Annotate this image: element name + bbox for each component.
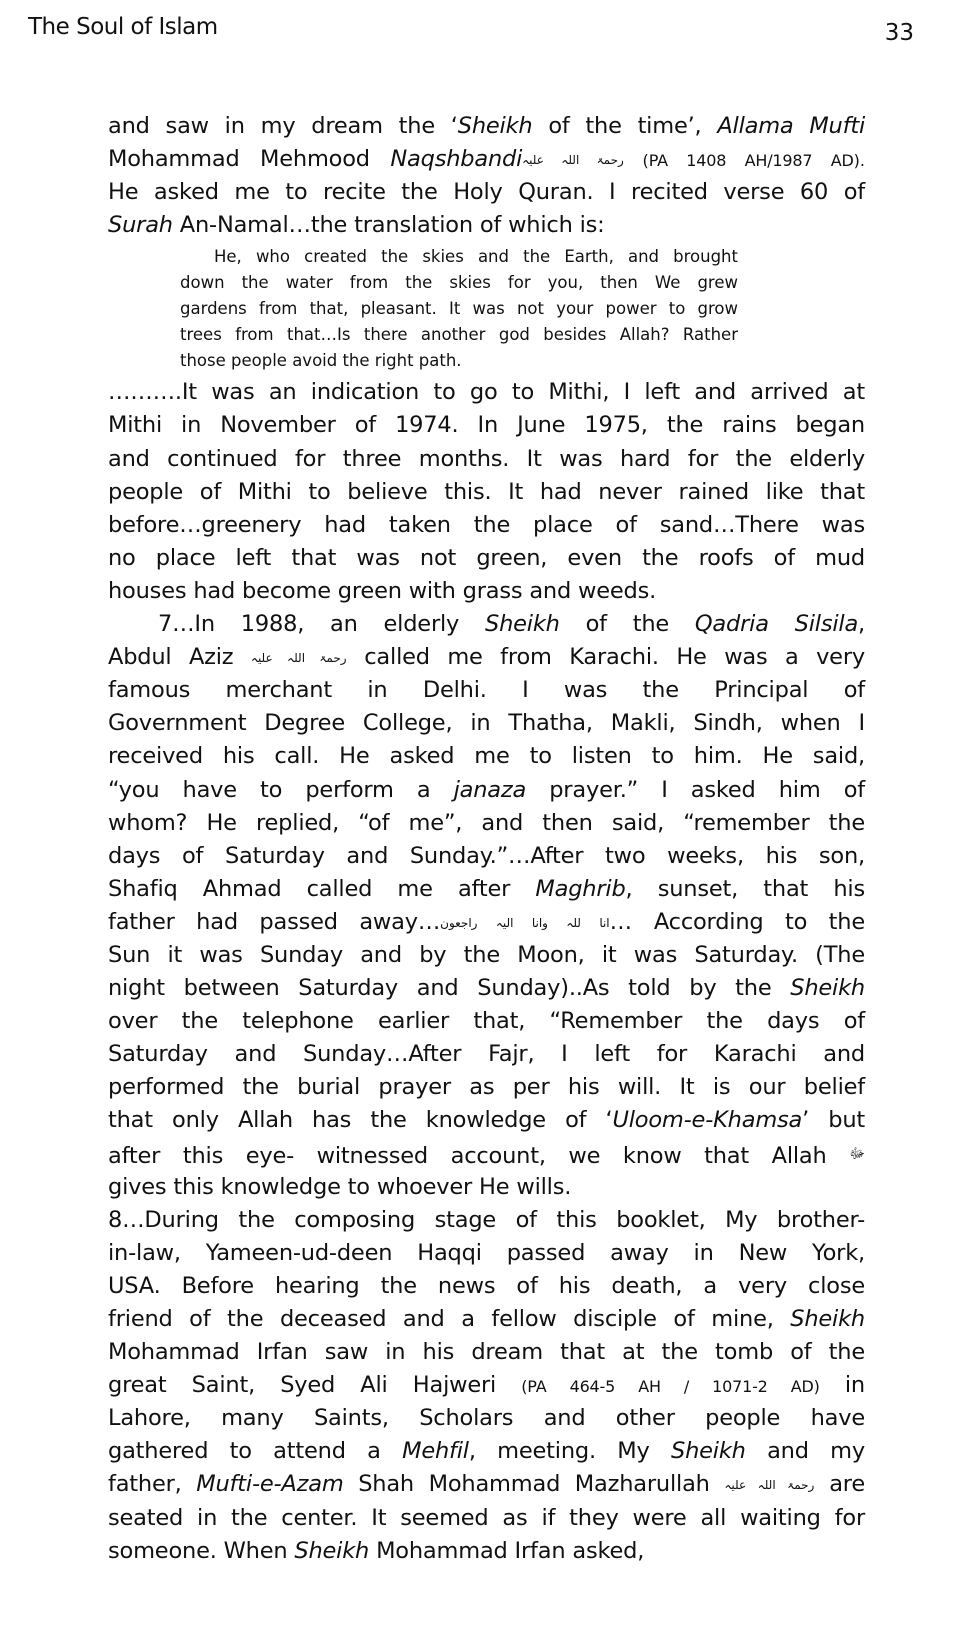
paragraph [108, 110, 865, 242]
italic-term: janaza [453, 776, 527, 803]
text-run: of the time’, [532, 113, 718, 139]
text-line: Lahore, many Saints, Scholars and other people have [108, 1405, 865, 1432]
italic-term: Mufti-e-Azam [196, 1471, 344, 1498]
text-run: , meeting. My [468, 1438, 671, 1465]
text-line [108, 972, 865, 1005]
text-run: called me from Karachi. He was a very [346, 644, 865, 671]
text-line [108, 906, 865, 939]
text-run: , sunset, that his [625, 875, 866, 902]
text-run: of the [559, 611, 695, 638]
text-line [108, 110, 865, 143]
text-run: father had passed away… [108, 908, 441, 935]
text-line [108, 143, 865, 176]
text-run: ’ but [802, 1107, 866, 1134]
paragraph [108, 608, 865, 1204]
text-run: friend of the deceased and a fellow disciple of mine, [108, 1306, 791, 1332]
text-run: in [819, 1372, 865, 1399]
quote-line: gardens from that, pleasant. It was not your power to grow [180, 299, 738, 319]
text-line: houses had become green with grass and weeds. [108, 577, 657, 604]
text-line [108, 1138, 865, 1171]
text-line: Government Degree College, in Thatha, Makli, Sindh, when I [108, 710, 865, 737]
text-run: someone. When [108, 1537, 295, 1564]
quote-line: down the water from the skies for you, then We grew [180, 273, 738, 293]
text-line: performed the burial prayer as per his will. It is our belief [108, 1074, 865, 1101]
text-run: father, [108, 1471, 197, 1498]
arabic-honorific: رحمۃ اللہ علیہ [724, 1478, 815, 1493]
text-run: and my [745, 1438, 865, 1465]
running-title: The Soul of Islam [28, 14, 218, 40]
text-line [108, 1535, 865, 1568]
text-line: ……….It was an indication to go to Mithi, I left and arrived at [108, 379, 865, 406]
text-line [108, 1435, 865, 1468]
text-line [108, 641, 865, 674]
text-run: Shafiq Ahmad called me after [108, 875, 536, 902]
text-line [108, 1104, 865, 1137]
text-line [108, 209, 865, 242]
text-line [108, 774, 865, 807]
page-body [108, 110, 865, 1568]
text-line: over the telephone earlier that, “Remember the days of [108, 1008, 865, 1035]
italic-term: Sheikh [457, 113, 533, 139]
text-run: “you have to perform a [108, 776, 454, 803]
text-line [108, 608, 865, 641]
text-line: Mithi in November of 1974. In June 1975, the rains began [108, 412, 865, 439]
text-line: people of Mithi to believe this. It had never rained like that [108, 478, 865, 505]
text-line: gives this knowledge to whoever He wills. [108, 1173, 572, 1200]
text-run: are [814, 1471, 865, 1498]
italic-term: Sheikh [485, 611, 560, 638]
italic-term: Uloom-e-Khamsa [612, 1107, 803, 1134]
text-line: whom? He replied, “of me”, and then said, “remember the [108, 809, 865, 836]
text-line: Sun it was Sunday and by the Moon, it was Saturday. (The [108, 941, 865, 968]
text-run: and saw in my dream the ‘ [108, 113, 458, 139]
italic-term: Sheikh [790, 975, 865, 1002]
text-line: before…greenery had taken the place of sand…There was [108, 511, 865, 538]
text-run: , [858, 611, 865, 638]
italic-term: Mehfil [402, 1438, 469, 1465]
text-line [108, 1468, 865, 1501]
text-line: received his call. He asked me to listen to him. He said, [108, 743, 865, 770]
text-run: Abdul Aziz [108, 644, 251, 671]
italic-term: Allama Mufti [717, 113, 866, 139]
text-run: 7…In 1988, an elderly [158, 611, 486, 638]
text-run: … According to the [609, 908, 865, 935]
text-run: Mohammad Mehmood [108, 146, 391, 173]
text-line: no place left that was not green, even the roofs of mud [108, 544, 865, 571]
text-line: Mohammad Irfan saw in his dream that at the tomb of the [108, 1339, 865, 1366]
text-run: great Saint, Syed Ali Hajweri [108, 1372, 522, 1399]
text-line [108, 1303, 865, 1336]
quote-line: trees from that…Is there another god besides Allah? Rather [180, 325, 738, 345]
text-line: days of Saturday and Sunday.”…After two weeks, his son, [108, 842, 865, 869]
italic-term: Sheikh [670, 1438, 746, 1465]
jalla-jalaluhu-icon: ﷻ [849, 1145, 865, 1162]
arabic-phrase: انا للہ وانا الیہ راجعون [440, 915, 610, 930]
text-run: An-Namal…the translation of which is: [172, 212, 605, 239]
date-note: (PA 464-5 AH / 1071-2 AD) [521, 1377, 820, 1397]
paragraph [108, 1204, 865, 1568]
paragraph [108, 376, 865, 608]
italic-term: Maghrib [535, 875, 626, 902]
text-line [108, 1369, 865, 1402]
italic-term: Qadria Silsila [694, 611, 859, 638]
italic-term: Sheikh [790, 1306, 865, 1332]
arabic-honorific: رحمۃ اللہ علیہ [522, 153, 624, 168]
page-number: 33 [884, 20, 914, 46]
text-line: He asked me to recite the Holy Quran. I recited verse 60 of [108, 179, 865, 206]
date-note: (PA 1408 AH/1987 AD). [623, 151, 865, 171]
text-line: 8…During the composing stage of this booklet, My brother- [108, 1206, 865, 1233]
italic-term: Naqshbandi [390, 146, 523, 173]
text-run: that only Allah has the knowledge of ‘ [108, 1107, 613, 1134]
text-line: and continued for three months. It was hard for the elderly [108, 445, 865, 472]
quote-line: He, who created the skies and the Earth, and brought [214, 247, 738, 267]
quote-line: those people avoid the right path. [180, 351, 462, 371]
text-line: Saturday and Sunday…After Fajr, I left for Karachi and [108, 1041, 865, 1068]
text-line [108, 873, 865, 906]
text-line: in-law, Yameen-ud-deen Haqqi passed away in New York, [108, 1239, 865, 1266]
arabic-honorific: رحمۃ اللہ علیہ [250, 651, 347, 666]
block-quote [108, 244, 738, 374]
text-line: famous merchant in Delhi. I was the Principal of [108, 677, 865, 704]
text-line: seated in the center. It seemed as if they were all waiting for [108, 1504, 865, 1531]
italic-term: Surah [108, 212, 173, 239]
text-run: Shah Mohammad Mazharullah [343, 1471, 725, 1498]
text-run: night between Saturday and Sunday)..As told by the [108, 975, 791, 1002]
text-line: USA. Before hearing the news of his death, a very close [108, 1272, 865, 1299]
text-run: after this eye- witnessed account, we know that Allah [108, 1142, 850, 1169]
text-run: Mohammad Irfan asked, [369, 1537, 645, 1564]
italic-term: Sheikh [294, 1537, 370, 1564]
text-run: gathered to attend a [108, 1438, 403, 1465]
text-run: prayer.” I asked him of [526, 776, 865, 803]
